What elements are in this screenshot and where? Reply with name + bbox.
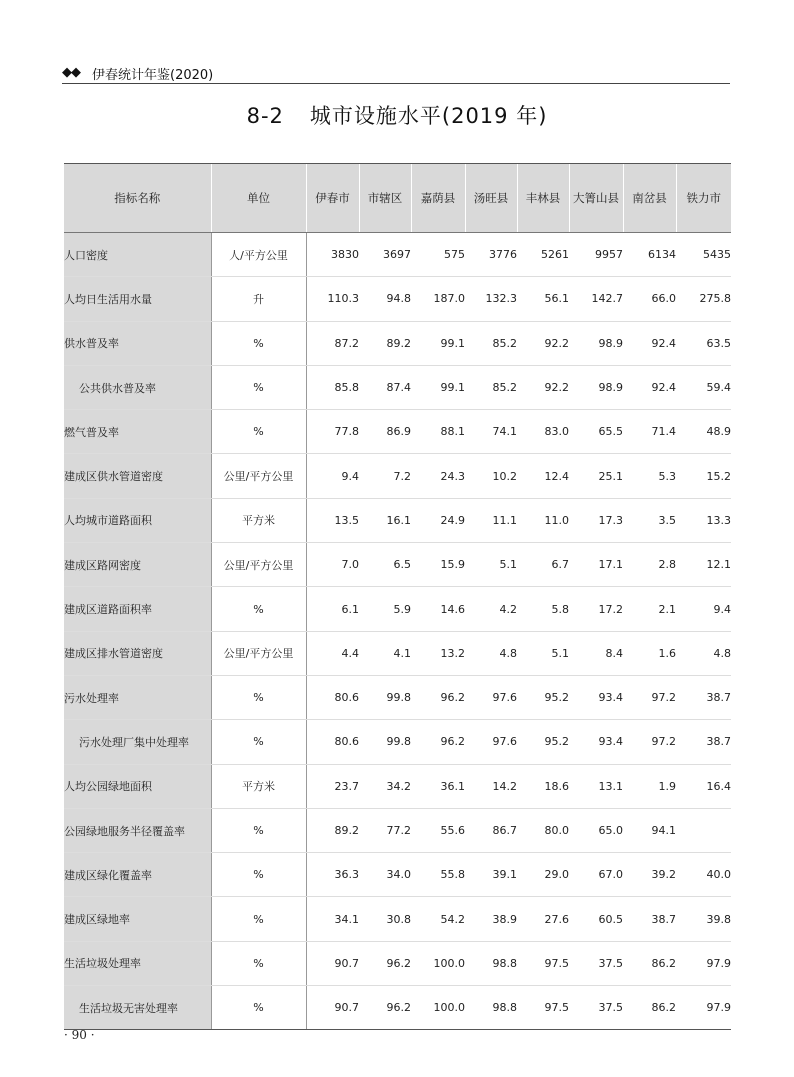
value-cell: 59.4 xyxy=(676,365,731,409)
book-title: 伊春统计年鉴(2020) xyxy=(92,68,214,83)
value-cell: 60.5 xyxy=(569,897,623,941)
value-cell: 93.4 xyxy=(569,675,623,719)
indicator-unit: 公里/平方公里 xyxy=(211,631,306,675)
value-cell: 34.1 xyxy=(306,897,359,941)
value-cell: 7.2 xyxy=(359,454,411,498)
table-row xyxy=(64,764,731,808)
indicator-unit: 公里/平方公里 xyxy=(211,543,306,587)
indicator-name: 人口密度 xyxy=(64,233,211,277)
value-cell: 65.5 xyxy=(569,410,623,454)
page-number: · 90 · xyxy=(64,1028,95,1042)
column-header: 指标名称 xyxy=(64,164,211,233)
value-cell: 5435 xyxy=(676,233,731,277)
value-cell: 98.8 xyxy=(465,941,517,985)
value-cell: 55.6 xyxy=(411,808,465,852)
diamond-icon: ◆◆ xyxy=(62,65,80,80)
value-cell: 6134 xyxy=(623,233,676,277)
indicator-name: 建成区道路面积率 xyxy=(64,587,211,631)
value-cell: 1.9 xyxy=(623,764,676,808)
table-row xyxy=(64,543,731,587)
table-row xyxy=(64,808,731,852)
value-cell: 89.2 xyxy=(359,321,411,365)
value-cell: 88.1 xyxy=(411,410,465,454)
value-cell: 56.1 xyxy=(517,277,569,321)
table-header-row xyxy=(64,164,731,233)
value-cell: 66.0 xyxy=(623,277,676,321)
table-body xyxy=(64,233,731,1030)
value-cell: 575 xyxy=(411,233,465,277)
value-cell: 90.7 xyxy=(306,986,359,1030)
value-cell: 36.1 xyxy=(411,764,465,808)
table-row xyxy=(64,498,731,542)
value-cell: 96.2 xyxy=(359,986,411,1030)
indicator-unit: 升 xyxy=(211,277,306,321)
value-cell: 2.8 xyxy=(623,543,676,587)
value-cell: 55.8 xyxy=(411,853,465,897)
value-cell: 92.2 xyxy=(517,365,569,409)
table-row xyxy=(64,986,731,1030)
indicator-name: 建成区路网密度 xyxy=(64,543,211,587)
column-header: 嘉荫县 xyxy=(411,164,465,233)
running-head xyxy=(62,64,730,82)
value-cell: 23.7 xyxy=(306,764,359,808)
value-cell: 97.6 xyxy=(465,720,517,764)
value-cell: 80.6 xyxy=(306,720,359,764)
value-cell: 94.8 xyxy=(359,277,411,321)
value-cell: 24.3 xyxy=(411,454,465,498)
value-cell: 5.1 xyxy=(465,543,517,587)
value-cell: 11.1 xyxy=(465,498,517,542)
value-cell: 97.2 xyxy=(623,675,676,719)
indicator-unit: % xyxy=(211,675,306,719)
value-cell xyxy=(676,808,731,852)
value-cell: 3.5 xyxy=(623,498,676,542)
indicator-unit: % xyxy=(211,897,306,941)
value-cell: 9.4 xyxy=(306,454,359,498)
value-cell: 80.0 xyxy=(517,808,569,852)
column-header: 南岔县 xyxy=(623,164,676,233)
indicator-name: 生活垃圾无害处理率 xyxy=(64,986,211,1030)
indicator-unit: % xyxy=(211,321,306,365)
value-cell: 39.2 xyxy=(623,853,676,897)
column-header: 伊春市 xyxy=(306,164,359,233)
column-header: 丰林县 xyxy=(517,164,569,233)
table-row xyxy=(64,897,731,941)
value-cell: 85.8 xyxy=(306,365,359,409)
value-cell: 36.3 xyxy=(306,853,359,897)
value-cell: 87.2 xyxy=(306,321,359,365)
value-cell: 13.2 xyxy=(411,631,465,675)
value-cell: 77.8 xyxy=(306,410,359,454)
value-cell: 34.0 xyxy=(359,853,411,897)
value-cell: 142.7 xyxy=(569,277,623,321)
value-cell: 86.9 xyxy=(359,410,411,454)
indicator-unit: 平方米 xyxy=(211,764,306,808)
indicator-unit: % xyxy=(211,941,306,985)
table-title-text: 城市设施水平(2019 年) xyxy=(309,104,548,128)
value-cell: 7.0 xyxy=(306,543,359,587)
value-cell: 85.2 xyxy=(465,365,517,409)
value-cell: 77.2 xyxy=(359,808,411,852)
value-cell: 100.0 xyxy=(411,941,465,985)
value-cell: 38.9 xyxy=(465,897,517,941)
value-cell: 97.9 xyxy=(676,986,731,1030)
value-cell: 99.8 xyxy=(359,675,411,719)
indicator-name: 建成区供水管道密度 xyxy=(64,454,211,498)
value-cell: 92.4 xyxy=(623,365,676,409)
column-header: 单位 xyxy=(211,164,306,233)
value-cell: 5.3 xyxy=(623,454,676,498)
value-cell: 97.5 xyxy=(517,941,569,985)
value-cell: 97.6 xyxy=(465,675,517,719)
indicator-name: 人均日生活用水量 xyxy=(64,277,211,321)
value-cell: 187.0 xyxy=(411,277,465,321)
value-cell: 13.3 xyxy=(676,498,731,542)
value-cell: 67.0 xyxy=(569,853,623,897)
table-row xyxy=(64,321,731,365)
value-cell: 95.2 xyxy=(517,720,569,764)
value-cell: 95.2 xyxy=(517,675,569,719)
table-row xyxy=(64,454,731,498)
value-cell: 27.6 xyxy=(517,897,569,941)
value-cell: 16.1 xyxy=(359,498,411,542)
value-cell: 34.2 xyxy=(359,764,411,808)
column-header: 汤旺县 xyxy=(465,164,517,233)
value-cell: 132.3 xyxy=(465,277,517,321)
value-cell: 94.1 xyxy=(623,808,676,852)
value-cell: 65.0 xyxy=(569,808,623,852)
value-cell: 4.8 xyxy=(676,631,731,675)
indicator-name: 生活垃圾处理率 xyxy=(64,941,211,985)
value-cell: 97.9 xyxy=(676,941,731,985)
value-cell: 6.5 xyxy=(359,543,411,587)
value-cell: 38.7 xyxy=(623,897,676,941)
indicator-unit: 人/平方公里 xyxy=(211,233,306,277)
value-cell: 100.0 xyxy=(411,986,465,1030)
value-cell: 17.1 xyxy=(569,543,623,587)
indicator-unit: % xyxy=(211,410,306,454)
value-cell: 39.8 xyxy=(676,897,731,941)
table-row xyxy=(64,720,731,764)
value-cell: 29.0 xyxy=(517,853,569,897)
value-cell: 39.1 xyxy=(465,853,517,897)
value-cell: 17.3 xyxy=(569,498,623,542)
indicator-unit: 平方米 xyxy=(211,498,306,542)
indicator-unit: % xyxy=(211,365,306,409)
indicator-name: 建成区绿地率 xyxy=(64,897,211,941)
value-cell: 96.2 xyxy=(411,720,465,764)
indicator-name: 建成区绿化覆盖率 xyxy=(64,853,211,897)
value-cell: 3830 xyxy=(306,233,359,277)
value-cell: 5261 xyxy=(517,233,569,277)
value-cell: 71.4 xyxy=(623,410,676,454)
value-cell: 40.0 xyxy=(676,853,731,897)
value-cell: 97.5 xyxy=(517,986,569,1030)
value-cell: 89.2 xyxy=(306,808,359,852)
indicator-unit: % xyxy=(211,853,306,897)
value-cell: 63.5 xyxy=(676,321,731,365)
table-row xyxy=(64,410,731,454)
value-cell: 99.8 xyxy=(359,720,411,764)
indicator-name: 人均城市道路面积 xyxy=(64,498,211,542)
indicator-name: 供水普及率 xyxy=(64,321,211,365)
indicator-unit: % xyxy=(211,587,306,631)
statistics-table xyxy=(64,163,731,1030)
value-cell: 9.4 xyxy=(676,587,731,631)
value-cell: 92.2 xyxy=(517,321,569,365)
value-cell: 99.1 xyxy=(411,321,465,365)
value-cell: 16.4 xyxy=(676,764,731,808)
indicator-name: 人均公园绿地面积 xyxy=(64,764,211,808)
value-cell: 97.2 xyxy=(623,720,676,764)
table-title xyxy=(0,100,794,130)
value-cell: 6.7 xyxy=(517,543,569,587)
value-cell: 37.5 xyxy=(569,941,623,985)
value-cell: 98.9 xyxy=(569,365,623,409)
column-header: 市辖区 xyxy=(359,164,411,233)
table-row xyxy=(64,233,731,277)
value-cell: 17.2 xyxy=(569,587,623,631)
value-cell: 13.5 xyxy=(306,498,359,542)
value-cell: 37.5 xyxy=(569,986,623,1030)
indicator-name: 污水处理厂集中处理率 xyxy=(64,720,211,764)
value-cell: 9957 xyxy=(569,233,623,277)
column-header: 铁力市 xyxy=(676,164,731,233)
value-cell: 98.8 xyxy=(465,986,517,1030)
value-cell: 93.4 xyxy=(569,720,623,764)
value-cell: 6.1 xyxy=(306,587,359,631)
value-cell: 1.6 xyxy=(623,631,676,675)
indicator-unit: % xyxy=(211,720,306,764)
table-row xyxy=(64,365,731,409)
indicator-unit: % xyxy=(211,986,306,1030)
value-cell: 30.8 xyxy=(359,897,411,941)
value-cell: 3697 xyxy=(359,233,411,277)
value-cell: 4.4 xyxy=(306,631,359,675)
value-cell: 12.4 xyxy=(517,454,569,498)
indicator-name: 污水处理率 xyxy=(64,675,211,719)
indicator-name: 公园绿地服务半径覆盖率 xyxy=(64,808,211,852)
value-cell: 38.7 xyxy=(676,675,731,719)
indicator-name: 公共供水普及率 xyxy=(64,365,211,409)
value-cell: 5.9 xyxy=(359,587,411,631)
value-cell: 74.1 xyxy=(465,410,517,454)
value-cell: 92.4 xyxy=(623,321,676,365)
value-cell: 3776 xyxy=(465,233,517,277)
header-rule xyxy=(62,83,730,84)
value-cell: 87.4 xyxy=(359,365,411,409)
value-cell: 14.2 xyxy=(465,764,517,808)
value-cell: 96.2 xyxy=(359,941,411,985)
value-cell: 14.6 xyxy=(411,587,465,631)
value-cell: 83.0 xyxy=(517,410,569,454)
value-cell: 110.3 xyxy=(306,277,359,321)
value-cell: 25.1 xyxy=(569,454,623,498)
value-cell: 99.1 xyxy=(411,365,465,409)
value-cell: 15.9 xyxy=(411,543,465,587)
indicator-name: 燃气普及率 xyxy=(64,410,211,454)
value-cell: 12.1 xyxy=(676,543,731,587)
value-cell: 86.7 xyxy=(465,808,517,852)
table-number: 8-2 xyxy=(246,104,284,128)
table-row xyxy=(64,941,731,985)
value-cell: 15.2 xyxy=(676,454,731,498)
value-cell: 4.1 xyxy=(359,631,411,675)
value-cell: 48.9 xyxy=(676,410,731,454)
value-cell: 86.2 xyxy=(623,941,676,985)
value-cell: 24.9 xyxy=(411,498,465,542)
value-cell: 85.2 xyxy=(465,321,517,365)
value-cell: 2.1 xyxy=(623,587,676,631)
value-cell: 90.7 xyxy=(306,941,359,985)
value-cell: 5.1 xyxy=(517,631,569,675)
table-row xyxy=(64,587,731,631)
value-cell: 4.8 xyxy=(465,631,517,675)
value-cell: 38.7 xyxy=(676,720,731,764)
value-cell: 54.2 xyxy=(411,897,465,941)
value-cell: 98.9 xyxy=(569,321,623,365)
table-row xyxy=(64,631,731,675)
table-row xyxy=(64,853,731,897)
indicator-name: 建成区排水管道密度 xyxy=(64,631,211,675)
value-cell: 13.1 xyxy=(569,764,623,808)
value-cell: 86.2 xyxy=(623,986,676,1030)
value-cell: 4.2 xyxy=(465,587,517,631)
value-cell: 8.4 xyxy=(569,631,623,675)
value-cell: 275.8 xyxy=(676,277,731,321)
table-row xyxy=(64,675,731,719)
value-cell: 10.2 xyxy=(465,454,517,498)
value-cell: 5.8 xyxy=(517,587,569,631)
indicator-unit: % xyxy=(211,808,306,852)
value-cell: 18.6 xyxy=(517,764,569,808)
table-row xyxy=(64,277,731,321)
indicator-unit: 公里/平方公里 xyxy=(211,454,306,498)
value-cell: 11.0 xyxy=(517,498,569,542)
column-header: 大箐山县 xyxy=(569,164,623,233)
value-cell: 96.2 xyxy=(411,675,465,719)
value-cell: 80.6 xyxy=(306,675,359,719)
